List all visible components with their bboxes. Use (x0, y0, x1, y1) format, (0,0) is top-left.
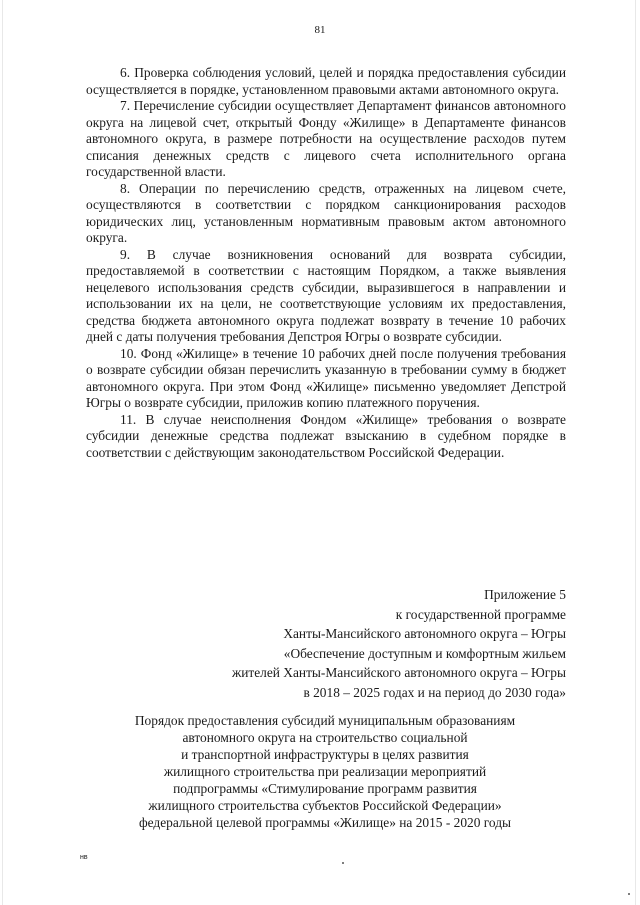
appendix-line: «Обеспечение доступным и комфортным жильем (283, 645, 566, 661)
order-title-line: Порядок предоставления субсидий муниципальным образованиям (134, 713, 516, 728)
order-title (60, 712, 590, 831)
footer-mark: нв (80, 854, 88, 861)
appendix-header (232, 585, 566, 702)
page-number: 81 (314, 24, 326, 36)
order-title-line: жилищного строительства при реализации мероприятий (163, 764, 487, 779)
order-title-line: жилищного строительства субъектов Российской Федерации» (148, 798, 502, 813)
paragraph-11: 11. В случае неисполнения Фондом «Жилище» требования о возврате субсидии денежные средства подлежат взысканию в судебном порядке в соответствии с действующим законодательством Российской Федерации. (86, 411, 566, 460)
paragraph-9: 9. В случае возникновения оснований для возврата субсидии, предоставляемой в соответствии с настоящим Порядком, а также выявления нецелевого использования средств субсидии, выразившегося в направлении и использовании их на цели, не соответствующие условиям их предоставления, средства бюджета автономного округа подлежат возврату в течение 10 рабочих дней с даты получения требования Депстроя Югры о возврате субсидии. (86, 246, 566, 344)
paragraph-8: 8. Операции по перечислению средств, отраженных на лицевом счете, осуществляются в соответствии с порядком санкционирования расходов юридических лиц, установленным нормативным правовым актом автономного округа. (86, 180, 566, 245)
scan-edge-right (635, 0, 636, 905)
appendix-line: к государственной программе (395, 606, 566, 622)
appendix-line: Приложение 5 (484, 587, 566, 602)
paragraph-10: 10. Фонд «Жилище» в течение 10 рабочих дней после получения требования о возврате субсидии обязан перечислить указанную в требовании сумму в бюджет автономного округа. При этом Фонд «Жилище» письменно уведомляет Депстрой Югры о возврате субсидии, приложив копию платежного поручения. (86, 345, 566, 410)
paragraph-6: 6. Проверка соблюдения условий, целей и порядка предоставления субсидии осуществляется в порядке, установленном правовыми актами автономного округа. (86, 65, 566, 97)
appendix-line: Ханты-Мансийского автономного округа – Югры (283, 626, 566, 641)
appendix-line: жителей Ханты-Мансийского автономного округа – Югры (231, 665, 566, 680)
order-title-line: федеральной целевой программы «Жилище» на 2015 - 2020 годы (138, 815, 512, 830)
appendix-line: в 2018 – 2025 годах и на период до 2030 года» (303, 684, 566, 700)
order-title-line: подпрограммы «Стимулирование программ развития (173, 781, 477, 796)
scan-speck (628, 893, 630, 895)
order-title-line: и транспортной инфраструктуры в целях развития (181, 747, 469, 762)
scan-edge-left (2, 0, 3, 905)
paragraph-7: 7. Перечисление субсидии осуществляет Департамент финансов автономного округа на лицевой счет, открытый Фонду «Жилище» в Департаменте финансов автономного округа, в размере потребности на осуществление расходов путем списания денежных средств с лицевого счета исполнительного органа государственной власти. (86, 98, 566, 179)
body-text (86, 65, 566, 461)
scan-speck (342, 862, 344, 864)
order-title-line: автономного округа на строительство социальной (182, 730, 468, 745)
